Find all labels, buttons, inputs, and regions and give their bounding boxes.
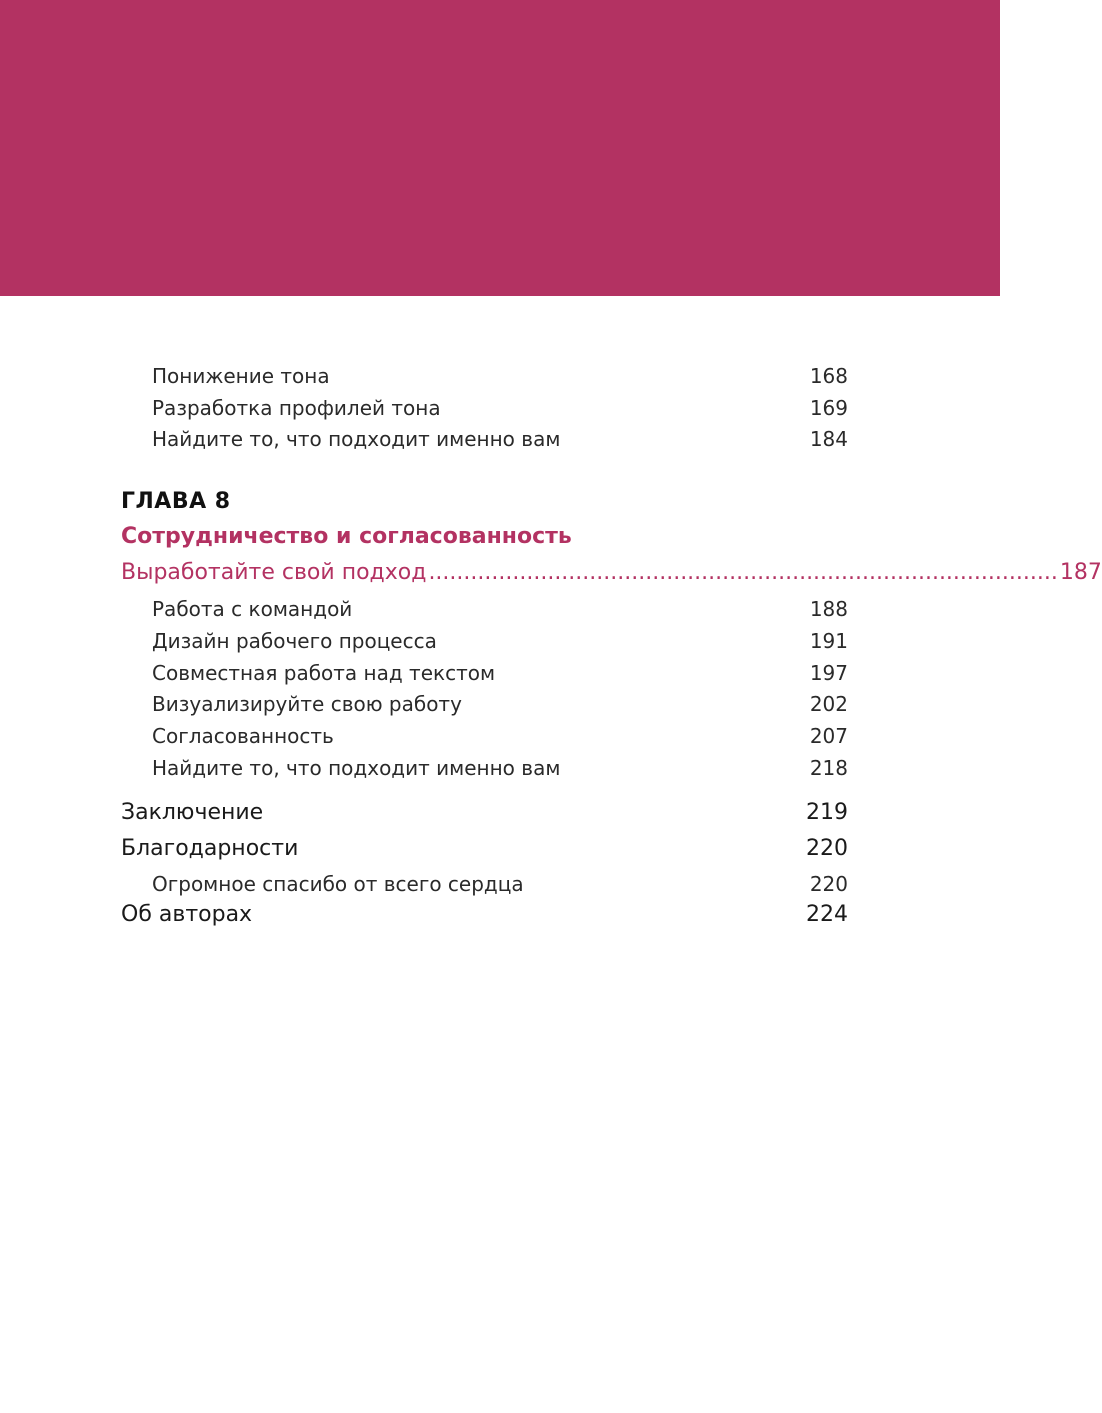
toc-entry[interactable] bbox=[152, 396, 848, 420]
toc-entry-page: 207 bbox=[809, 724, 848, 748]
toc-entry[interactable] bbox=[152, 692, 848, 716]
toc-thanks[interactable] bbox=[121, 836, 848, 861]
toc-entry-page: 191 bbox=[809, 629, 848, 653]
toc-entry-label: Найдите то, что подходит именно вам bbox=[152, 427, 561, 451]
toc-entry-page: 184 bbox=[809, 427, 848, 451]
header-color-band bbox=[0, 0, 1000, 296]
toc-entry-label: Согласованность bbox=[152, 724, 334, 748]
toc-conclusion[interactable] bbox=[121, 800, 848, 825]
toc-entry-page: 202 bbox=[809, 692, 848, 716]
toc-entry-page: 220 bbox=[806, 836, 848, 861]
toc-entry-page: 224 bbox=[806, 902, 848, 927]
toc-entry[interactable] bbox=[152, 364, 848, 388]
toc-entry-label: Понижение тона bbox=[152, 364, 330, 388]
toc-entry-label: Огромное спасибо от всего сердца bbox=[152, 872, 524, 896]
toc-entry-page: 219 bbox=[806, 800, 848, 825]
toc-entry[interactable] bbox=[152, 661, 848, 685]
toc-entry-label: Найдите то, что подходит именно вам bbox=[152, 756, 561, 780]
toc-section[interactable] bbox=[121, 560, 1102, 585]
toc-entry-label: Совместная работа над текстом bbox=[152, 661, 496, 685]
toc-entry-label: Благодарности bbox=[121, 836, 299, 861]
toc-entry-page: 168 bbox=[809, 364, 848, 388]
leader-dots: .......................................................................................... bbox=[428, 560, 1058, 585]
toc-entry-label: Об авторах bbox=[121, 902, 253, 927]
toc-entry-label: Работа с командой bbox=[152, 597, 353, 621]
toc-entry[interactable] bbox=[152, 756, 848, 780]
chapter-title: Сотрудничество и согласованность bbox=[121, 524, 572, 549]
toc-entry-page: 218 bbox=[809, 756, 848, 780]
toc-authors[interactable] bbox=[121, 902, 848, 927]
toc-section-label: Выработайте свой подход bbox=[121, 560, 427, 585]
toc-entry-label: Разработка профилей тона bbox=[152, 396, 441, 420]
toc-entry-label: Дизайн рабочего процесса bbox=[152, 629, 437, 653]
toc-entry[interactable] bbox=[152, 872, 848, 896]
toc-entry-label: Заключение bbox=[121, 800, 264, 825]
toc-section-page: 187 bbox=[1059, 560, 1102, 585]
toc-entry[interactable] bbox=[152, 597, 848, 621]
toc-entry[interactable] bbox=[152, 427, 848, 451]
toc-entry[interactable] bbox=[152, 629, 848, 653]
toc-entry-page: 220 bbox=[809, 872, 848, 896]
toc-entry-label: Визуализируйте свою работу bbox=[152, 692, 462, 716]
toc-entry-page: 169 bbox=[809, 396, 848, 420]
toc-entry-page: 188 bbox=[809, 597, 848, 621]
chapter-number: ГЛАВА 8 bbox=[121, 489, 231, 514]
toc-entry-page: 197 bbox=[809, 661, 848, 685]
toc-entry[interactable] bbox=[152, 724, 848, 748]
